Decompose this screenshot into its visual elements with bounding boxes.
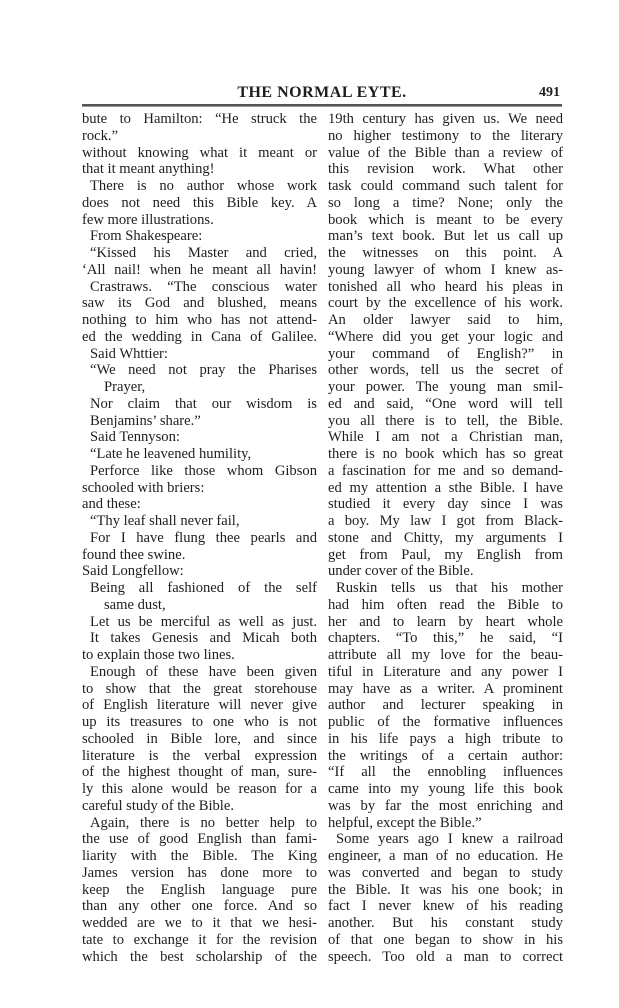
text-line: Again, there is no better help to xyxy=(90,814,317,831)
text-line: “Thy leaf shall never fail, xyxy=(90,513,240,529)
text-line: under cover of the Bible. xyxy=(328,563,474,580)
text-line: up its treasures to one who is not xyxy=(82,714,317,730)
text-line: nothing to him who has not attend- xyxy=(82,312,317,328)
text-line: tonished all who heard his pleas in xyxy=(328,278,563,295)
text-line: may have as a writer. A prominent xyxy=(328,680,563,697)
text-line: “If all the ennobling influences xyxy=(328,764,563,781)
text-line: few more illustrations. xyxy=(82,211,214,228)
text-line: book which is meant to be every xyxy=(328,211,563,228)
text-line: ed the wedding in Cana of Galilee. xyxy=(82,328,317,345)
text-line: ed and said, “One word will tell xyxy=(328,395,563,412)
text-line: that it meant anything! xyxy=(82,161,215,178)
text-line: James version has done more to xyxy=(82,864,317,881)
text-line: fact I never knew of his reading xyxy=(328,898,563,915)
text-line: get from Paul, my English from xyxy=(328,546,563,563)
text-line: young lawyer of whom I knew as- xyxy=(328,261,563,278)
text-line: Let us be merciful as well as just. xyxy=(90,613,317,630)
text-line: helpful, except the Bible.” xyxy=(328,814,482,831)
text-line: careful study of the Bible. xyxy=(82,797,234,814)
text-line: Enough of these have been given xyxy=(90,663,317,680)
text-line: was by far the most enriching and xyxy=(328,797,563,814)
right-column xyxy=(328,111,563,965)
text-line: rock.” xyxy=(82,127,119,144)
text-line: ‘All nail! when he meant all havin! xyxy=(82,261,317,278)
text-line: ly this alone would be reason for a xyxy=(82,781,317,797)
text-line: a fascination for me and so demand- xyxy=(328,462,563,479)
text-line: your power. The young man smil- xyxy=(328,379,563,395)
text-line: Said Whttier: xyxy=(90,345,168,362)
text-line: court by the excellence of his work. xyxy=(328,295,563,312)
text-line: speech. Too old a man to correct xyxy=(328,948,563,965)
text-line: of English literature will never give xyxy=(82,697,317,714)
text-line: schooled in Bible lore, and since xyxy=(82,730,317,747)
text-line: Some years ago I knew a railroad xyxy=(336,831,563,848)
text-line: the writings of a certain author: xyxy=(328,747,563,764)
text-line: public of the formative influences xyxy=(328,714,563,730)
text-line: ed my attention a sthe Bible. I have xyxy=(328,479,563,496)
text-line: tate to exchange it for the revision xyxy=(82,931,317,948)
text-line: the use of good English than fami- xyxy=(82,831,317,848)
text-line: your command of English?” in xyxy=(328,345,563,362)
text-line: liarity with the Bible. The King xyxy=(82,848,317,864)
text-line: other words, tell us the secret of xyxy=(328,362,563,379)
text-line: no higher testimony to the literary xyxy=(328,127,563,144)
text-line: Benjamins’ share.” xyxy=(90,412,201,429)
text-line: the Bible. It was his one book; in xyxy=(328,881,563,898)
text-line: “Late he leavened humility, xyxy=(90,446,252,462)
text-line: “Where did you get your logic and xyxy=(328,328,563,345)
text-line: this revision work. What other xyxy=(328,161,563,178)
text-line: From Shakespeare: xyxy=(90,228,203,245)
text-line: stone and Chitty, my arguments I xyxy=(328,529,563,546)
text-line: For I have flung thee pearls and xyxy=(90,529,317,546)
text-line: While I am not a Christian man, xyxy=(328,429,563,446)
text-line: wedded are we to it that we hesi- xyxy=(82,915,317,931)
text-line: It takes Genesis and Micah both xyxy=(90,630,317,647)
text-line: Said Longfellow: xyxy=(82,563,184,580)
text-line: bute to Hamilton: “He struck the xyxy=(82,111,317,127)
text-line: “Kissed his Master and cried, xyxy=(90,245,317,261)
text-line: value of the Bible than a review of xyxy=(328,144,563,161)
text-line: so long a time? None; only the xyxy=(328,194,563,211)
text-line: task could command such talent for xyxy=(328,178,563,194)
text-line: you all there is to tell, the Bible. xyxy=(328,412,563,429)
text-line: keep the English language pure xyxy=(82,881,317,898)
running-header xyxy=(82,84,562,104)
text-line: attribute all my love for the beau- xyxy=(328,647,563,663)
text-line: 19th century has given us. We need xyxy=(328,111,563,127)
left-column xyxy=(82,111,317,965)
header-rule xyxy=(82,104,562,107)
text-line: There is no author whose work xyxy=(90,178,317,194)
text-line: there is no book which has so great xyxy=(328,446,563,462)
text-line: was converted and began to study xyxy=(328,864,563,881)
text-line: came into my young life this book xyxy=(328,781,563,797)
text-line: schooled with briers: xyxy=(82,479,205,496)
text-line: Nor claim that our wisdom is xyxy=(90,395,317,412)
text-line: and these: xyxy=(82,496,141,513)
text-line: Perforce like those whom Gibson xyxy=(90,462,317,479)
text-line: Said Tennyson: xyxy=(90,429,180,446)
text-line: studied it every day since I was xyxy=(328,496,563,513)
text-line: without knowing what it meant or xyxy=(82,144,317,161)
journal-title: THE NORMAL EYTE. xyxy=(237,84,407,101)
text-line: the witnesses on this point. A xyxy=(328,245,563,261)
text-line: of the highest thought of man, sure- xyxy=(82,764,317,781)
text-line: tiful in Literature and any power I xyxy=(328,663,563,680)
text-line: to explain those two lines. xyxy=(82,647,235,663)
text-line: found thee swine. xyxy=(82,546,186,563)
text-line: which the best scholarship of the xyxy=(82,948,317,965)
text-line: than any other one force. And so xyxy=(82,898,317,915)
text-line: does not need this Bible key. A xyxy=(82,194,317,211)
text-line: Crastraws. “The conscious water xyxy=(90,278,317,295)
text-line: Being all fashioned of the self xyxy=(90,580,317,596)
text-line: An older lawyer said to him, xyxy=(328,312,563,328)
text-line: to show that the great storehouse xyxy=(82,680,317,697)
text-line: a boy. My law I got from Black- xyxy=(328,513,563,529)
text-line: Prayer, xyxy=(104,379,146,395)
text-line: had him often read the Bible to xyxy=(328,596,563,613)
text-line: her and to learn by heart whole xyxy=(328,613,563,630)
text-line: another. But his constant study xyxy=(328,915,563,931)
text-line: “We need not pray the Pharises xyxy=(90,362,317,379)
text-line: engineer, a man of no education. He xyxy=(328,848,563,864)
text-line: same dust, xyxy=(104,596,166,613)
text-line: in his life pays a high tribute to xyxy=(328,730,563,747)
text-line: literature is the verbal expression xyxy=(82,747,317,764)
text-line: Ruskin tells us that his mother xyxy=(336,580,563,596)
text-line: chapters. “To this,” he said, “I xyxy=(328,630,563,647)
page-number: 491 xyxy=(539,85,560,100)
text-line: man’s text book. But let us call up xyxy=(328,228,563,245)
text-line: saw its God and blushed, means xyxy=(82,295,317,312)
text-line: author and lecturer speaking in xyxy=(328,697,563,714)
text-line: of that one began to show in his xyxy=(328,931,563,948)
